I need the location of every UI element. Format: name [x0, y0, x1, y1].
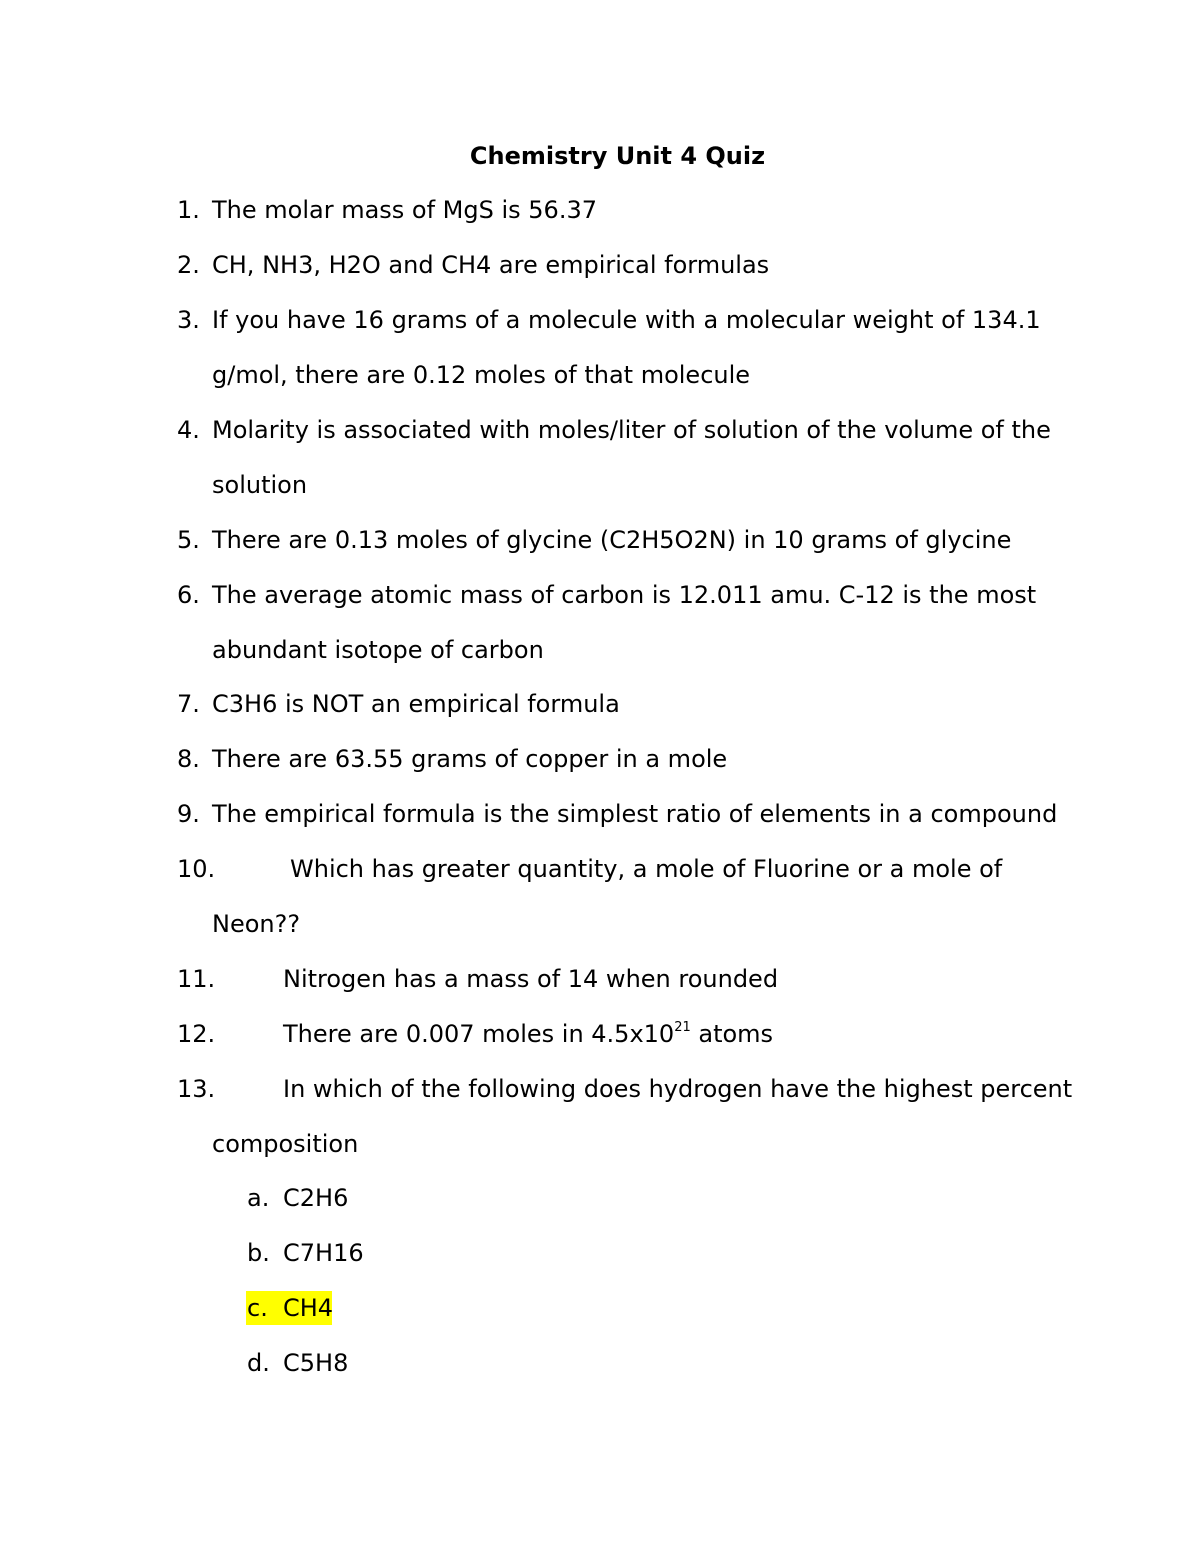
item-number: 13.	[177, 1075, 216, 1103]
item-text-continued: solution	[212, 471, 308, 499]
item-text: The average atomic mass of carbon is 12.011 amu. C-12 is the most	[212, 581, 1037, 609]
item-text: There are 0.13 moles of glycine (C2H5O2N) in 10 grams of glycine	[212, 526, 1012, 554]
option-letter: c.	[247, 1294, 268, 1322]
item-text	[283, 1017, 773, 1051]
item-number: 1.	[177, 196, 200, 224]
item-text: If you have 16 grams of a molecule with a molecular weight of 134.1	[212, 306, 1041, 334]
item-number: 12.	[177, 1020, 216, 1048]
item-text: Nitrogen has a mass of 14 when rounded	[283, 965, 779, 993]
item-text: Molarity is associated with moles/liter of solution of the volume of the	[212, 416, 1051, 444]
item-number: 3.	[177, 306, 200, 334]
item-text-after: atoms	[690, 1020, 774, 1048]
page-title: Chemistry Unit 4 Quiz	[469, 142, 766, 170]
option-text: C5H8	[283, 1349, 349, 1377]
item-text: In which of the following does hydrogen have the highest percent	[283, 1075, 1073, 1103]
item-number: 10.	[177, 855, 216, 883]
item-text-continued: composition	[212, 1130, 359, 1158]
item-text-continued: Neon??	[212, 910, 301, 938]
item-number: 11.	[177, 965, 216, 993]
option-text: C2H6	[283, 1184, 349, 1212]
item-text-before: There are 0.007 moles in 4.5x10	[283, 1020, 675, 1048]
item-number: 4.	[177, 416, 200, 444]
item-text: The empirical formula is the simplest ratio of elements in a compound	[212, 800, 1058, 828]
item-number: 8.	[177, 745, 200, 773]
item-text: Which has greater quantity, a mole of Fluorine or a mole of	[290, 855, 1003, 883]
option-letter: d.	[247, 1349, 270, 1377]
item-text: There are 63.55 grams of copper in a mole	[212, 745, 728, 773]
option-letter: a.	[247, 1184, 270, 1212]
item-text: The molar mass of MgS is 56.37	[212, 196, 597, 224]
item-number: 5.	[177, 526, 200, 554]
item-text-continued: abundant isotope of carbon	[212, 636, 544, 664]
option-text: C7H16	[283, 1239, 364, 1267]
item-number: 7.	[177, 690, 200, 718]
item-number: 6.	[177, 581, 200, 609]
item-number: 2.	[177, 251, 200, 279]
option-letter: b.	[247, 1239, 270, 1267]
exponent: 21	[674, 1020, 691, 1035]
item-text-continued: g/mol, there are 0.12 moles of that molecule	[212, 361, 751, 389]
item-number: 9.	[177, 800, 200, 828]
item-text: C3H6 is NOT an empirical formula	[212, 690, 620, 718]
item-text: CH, NH3, H2O and CH4 are empirical formulas	[212, 251, 770, 279]
option-text: CH4	[283, 1294, 334, 1322]
